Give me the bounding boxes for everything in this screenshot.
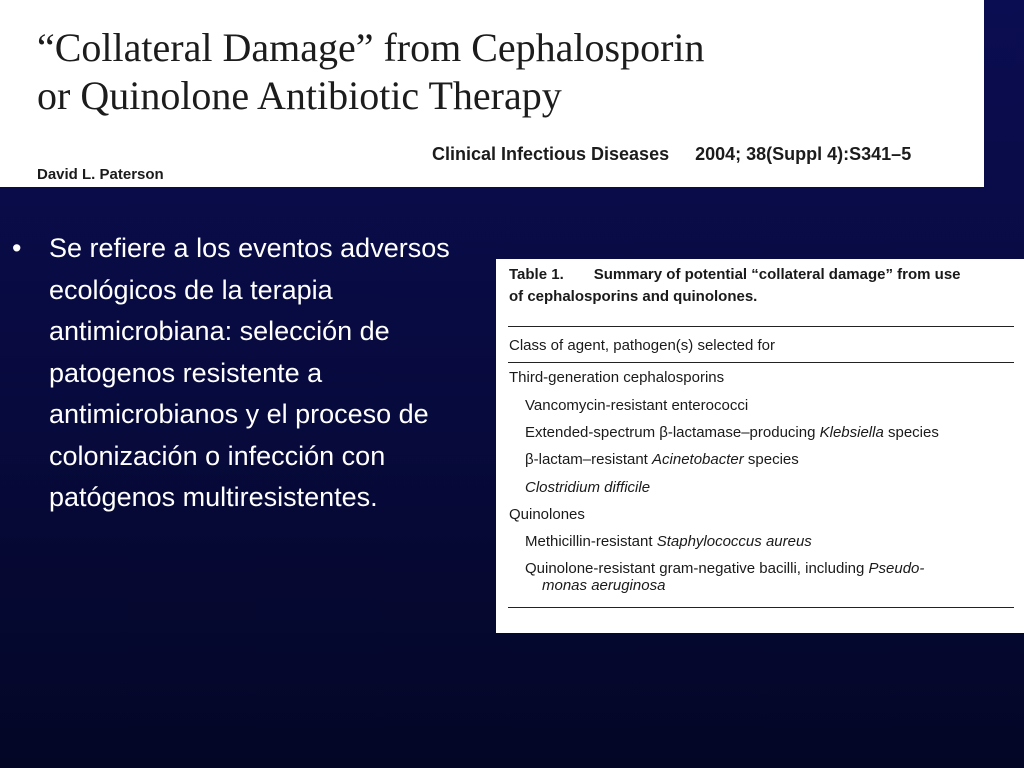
article-title-line-1: “Collateral Damage” from Cephalosporin bbox=[37, 25, 705, 70]
table-bottom-rule bbox=[508, 607, 1014, 608]
citation-volume: 2004; 38(Suppl 4):S341–5 bbox=[695, 144, 912, 164]
journal-citation bbox=[432, 144, 911, 165]
table-top-rule bbox=[508, 326, 1014, 327]
table-row-esbl-klebsiella bbox=[525, 424, 939, 441]
author-name: David L. Paterson bbox=[37, 166, 164, 183]
table-caption bbox=[509, 264, 1021, 308]
row-text-pre: Extended-spectrum β-lactamase–producing bbox=[525, 424, 820, 441]
table-caption-line-1: Summary of potential “collateral damage” from use bbox=[593, 266, 961, 283]
row-text-italic: Staphylococcus aureus bbox=[656, 533, 812, 550]
row-text-post: species bbox=[743, 451, 799, 468]
journal-name: Clinical Infectious Diseases bbox=[432, 144, 670, 164]
table-row-acinetobacter bbox=[525, 451, 799, 468]
summary-table bbox=[496, 259, 1024, 633]
row-text-italic: Klebsiella bbox=[819, 424, 884, 441]
article-title bbox=[37, 24, 937, 120]
row-text-pre: Quinolone-resistant gram-negative bacilli, including bbox=[525, 560, 869, 577]
bullet-point bbox=[12, 228, 492, 519]
row-text: Quinolones bbox=[509, 506, 585, 523]
row-text-continuation: monas aeruginosa bbox=[542, 577, 666, 594]
row-text-pre: Methicillin-resistant bbox=[525, 533, 657, 550]
table-label: Table 1. bbox=[509, 266, 564, 283]
row-text: Vancomycin-resistant enterococci bbox=[525, 397, 749, 414]
row-text-post: species bbox=[883, 424, 939, 441]
table-caption-line-2: of cephalosporins and quinolones. bbox=[509, 288, 758, 305]
table-row-clostridium bbox=[525, 479, 650, 496]
bullet-marker: • bbox=[12, 233, 22, 263]
article-title-line-2: or Quinolone Antibiotic Therapy bbox=[37, 73, 562, 118]
table-header-rule bbox=[508, 362, 1014, 363]
column-header: Class of agent, pathogen(s) selected for bbox=[509, 337, 775, 354]
table-row-mrsa bbox=[525, 533, 812, 550]
row-text: Third-generation cephalosporins bbox=[509, 369, 725, 386]
row-text-pre: β-lactam–resistant bbox=[525, 451, 653, 468]
row-text-italic: Pseudo- bbox=[868, 560, 925, 577]
table-row-vre bbox=[525, 397, 748, 414]
bullet-text: Se refiere a los eventos adversos ecológicos de la terapia antimicrobiana: selección de patogenos resistente a antimicrobianos y el proceso de colonización o infección con patógenos multiresistentes. bbox=[49, 233, 450, 512]
table-row-pseudomonas bbox=[525, 560, 924, 594]
row-text-italic: Clostridium difficile bbox=[525, 479, 651, 496]
article-header bbox=[0, 0, 984, 187]
row-text-italic: Acinetobacter bbox=[652, 451, 744, 468]
table-row-group-quinolones bbox=[509, 506, 585, 523]
table-row-group-cephalosporins bbox=[509, 369, 724, 386]
